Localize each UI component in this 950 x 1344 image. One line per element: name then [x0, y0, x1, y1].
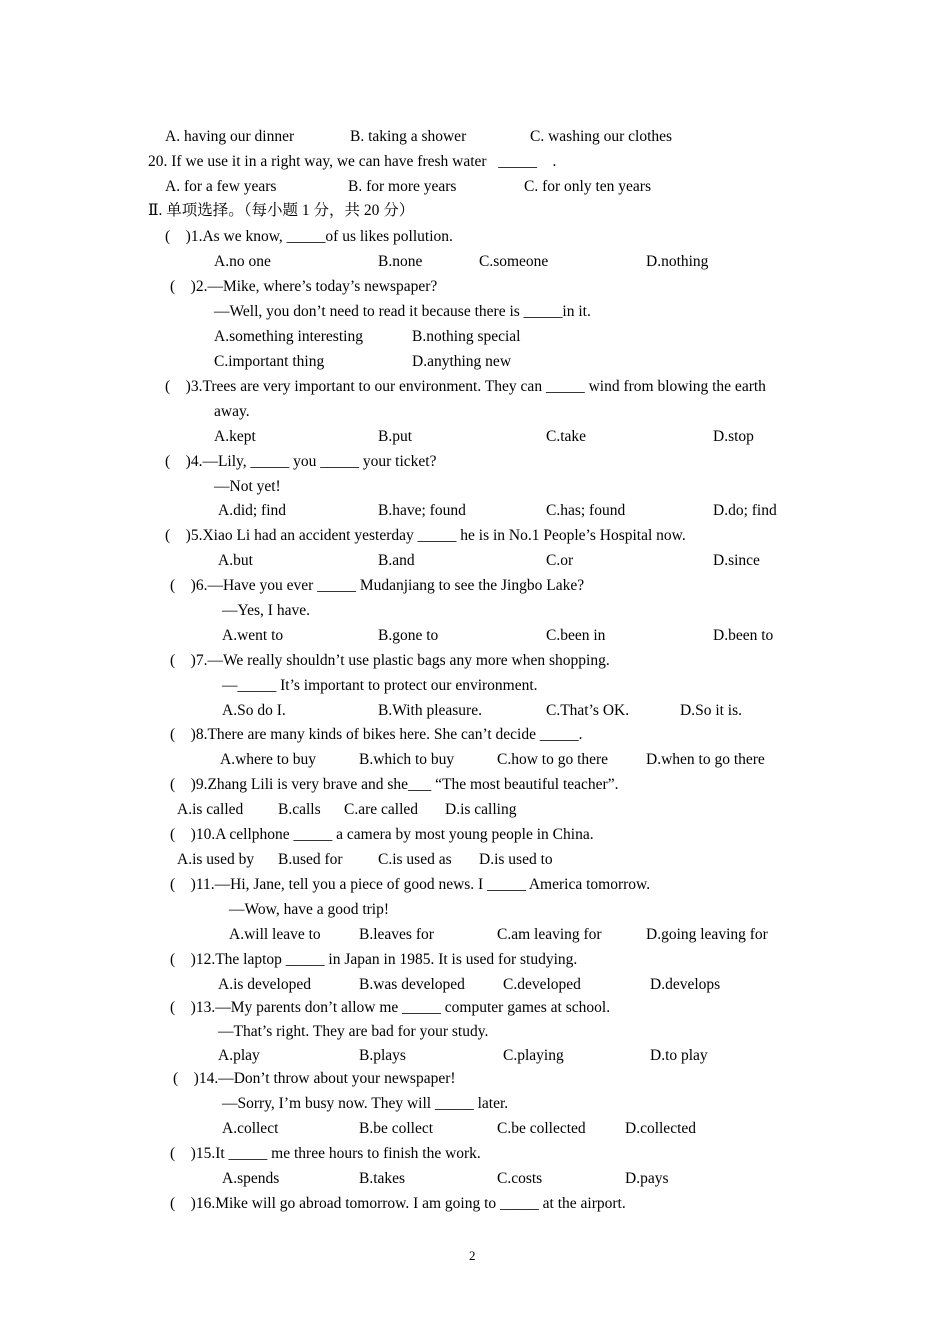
q1-option-d: D.nothing: [646, 253, 709, 270]
q9-option-a: A.is called: [177, 801, 244, 818]
q6-option-a: A.went to: [222, 627, 284, 644]
q14-option-d: D.collected: [625, 1120, 697, 1137]
q2-option-b: B.nothing special: [412, 328, 521, 345]
q1-option-c: C.someone: [479, 253, 549, 270]
q1-stem: ( )1.As we know, _____of us likes pollution.: [165, 228, 453, 245]
q13-option-d: D.to play: [650, 1047, 708, 1064]
q7-option-c: C.That’s OK.: [546, 702, 630, 719]
q13-option-a: A.play: [218, 1047, 260, 1064]
q20-option-a: A. for a few years: [165, 178, 277, 195]
q9-option-c: C.are called: [344, 801, 419, 818]
q4-option-c: C.has; found: [546, 502, 626, 519]
q12-option-a: A.is developed: [218, 976, 311, 993]
q11-option-c: C.am leaving for: [497, 926, 602, 943]
q19-option-c: C. washing our clothes: [530, 128, 673, 145]
q4-reply: —Not yet!: [214, 478, 281, 495]
page-number: 2: [469, 1248, 476, 1263]
q2-option-a: A.something interesting: [214, 328, 363, 345]
q3-option-b: B.put: [378, 428, 413, 445]
q4-stem: ( )4.—Lily, _____ you _____ your ticket?: [165, 453, 437, 470]
q5-option-c: C.or: [546, 552, 574, 569]
section-title: Ⅱ. 单项选择。（每小题 1 分，共 20 分）: [148, 202, 415, 219]
q19-option-b: B. taking a shower: [350, 128, 467, 145]
q14-reply: —Sorry, I’m busy now. They will _____ later.: [222, 1095, 509, 1112]
q14-option-a: A.collect: [222, 1120, 279, 1137]
q19-option-a: A. having our dinner: [165, 128, 295, 145]
q5-option-a: A.but: [218, 552, 253, 569]
q15-option-d: D.pays: [625, 1170, 669, 1187]
q20-stem: 20. If we use it in a right way, we can have fresh water _____ .: [148, 153, 557, 170]
q10-option-b: B.used for: [278, 851, 343, 868]
q7-option-a: A.So do I.: [222, 702, 286, 719]
q16-stem: ( )16.Mike will go abroad tomorrow. I am going to _____ at the airport.: [170, 1195, 626, 1212]
q20-option-b: B. for more years: [348, 178, 457, 195]
q2-reply: —Well, you don’t need to read it because there is _____in it.: [214, 303, 591, 320]
q12-option-b: B.was developed: [359, 976, 465, 993]
q3-option-d: D.stop: [713, 428, 754, 445]
q11-option-d: D.going leaving for: [646, 926, 768, 943]
q4-option-a: A.did; find: [218, 502, 287, 519]
q8-option-b: B.which to buy: [359, 751, 455, 768]
q10-option-c: C.is used as: [378, 851, 452, 868]
q5-stem: ( )5.Xiao Li had an accident yesterday _____ he is in No.1 People’s Hospital now.: [165, 527, 686, 544]
q13-stem: ( )13.—My parents don’t allow me _____ computer games at school.: [170, 999, 611, 1016]
q7-reply: —_____ It’s important to protect our environment.: [222, 677, 538, 694]
q8-option-d: D.when to go there: [646, 751, 765, 768]
q8-stem: ( )8.There are many kinds of bikes here. She can’t decide _____.: [170, 726, 583, 743]
q12-option-c: C.developed: [503, 976, 581, 993]
q13-option-c: C.playing: [503, 1047, 564, 1064]
q15-option-c: C.costs: [497, 1170, 543, 1187]
q1-option-a: A.no one: [214, 253, 271, 270]
q15-stem: ( )15.It _____ me three hours to finish the work.: [170, 1145, 481, 1162]
q5-option-b: B.and: [378, 552, 415, 569]
q7-option-d: D.So it is.: [680, 702, 743, 719]
q8-option-a: A.where to buy: [220, 751, 316, 768]
q20-option-c: C. for only ten years: [524, 178, 651, 195]
q9-option-d: D.is calling: [445, 801, 517, 818]
q14-stem: ( )14.—Don’t throw about your newspaper!: [173, 1070, 456, 1087]
q5-option-d: D.since: [713, 552, 760, 569]
q9-stem: ( )9.Zhang Lili is very brave and she___ “The most beautiful teacher”.: [170, 776, 619, 793]
q6-option-d: D.been to: [713, 627, 774, 644]
q11-reply: —Wow, have a good trip!: [229, 901, 390, 918]
q12-option-d: D.develops: [650, 976, 721, 993]
q1-option-b: B.none: [378, 253, 423, 270]
q4-option-d: D.do; find: [713, 502, 777, 519]
q4-option-b: B.have; found: [378, 502, 466, 519]
q12-stem: ( )12.The laptop _____ in Japan in 1985. It is used for studying.: [170, 951, 578, 968]
q3-option-c: C.take: [546, 428, 587, 445]
q11-stem: ( )11.—Hi, Jane, tell you a piece of good news. I _____ America tomorrow.: [170, 876, 651, 893]
q15-option-a: A.spends: [222, 1170, 280, 1187]
q6-option-b: B.gone to: [378, 627, 439, 644]
q3-stem: ( )3.Trees are very important to our environment. They can _____ wind from blowing the earth: [165, 378, 766, 395]
q7-stem: ( )7.—We really shouldn’t use plastic bags any more when shopping.: [170, 652, 610, 669]
q6-stem: ( )6.—Have you ever _____ Mudanjiang to see the Jingbo Lake?: [170, 577, 585, 594]
q3-option-a: A.kept: [214, 428, 256, 445]
q9-option-b: B.calls: [278, 801, 321, 818]
q8-option-c: C.how to go there: [497, 751, 609, 768]
q13-option-b: B.plays: [359, 1047, 406, 1064]
q7-option-b: B.With pleasure.: [378, 702, 482, 719]
q2-stem: ( )2.—Mike, where’s today’s newspaper?: [170, 278, 438, 295]
q6-option-c: C.been in: [546, 627, 606, 644]
q2-option-c: C.important thing: [214, 353, 325, 370]
q10-stem: ( )10.A cellphone _____ a camera by most young people in China.: [170, 826, 594, 843]
q15-option-b: B.takes: [359, 1170, 406, 1187]
q11-option-a: A.will leave to: [229, 926, 321, 943]
q2-option-d: D.anything new: [412, 353, 512, 370]
q10-option-a: A.is used by: [177, 851, 255, 868]
q3-continuation: away.: [214, 403, 250, 420]
q6-reply: —Yes, I have.: [222, 602, 310, 619]
q14-option-c: C.be collected: [497, 1120, 586, 1137]
q10-option-d: D.is used to: [479, 851, 553, 868]
q13-reply: —That’s right. They are bad for your study.: [218, 1023, 489, 1040]
q14-option-b: B.be collect: [359, 1120, 434, 1137]
q11-option-b: B.leaves for: [359, 926, 434, 943]
